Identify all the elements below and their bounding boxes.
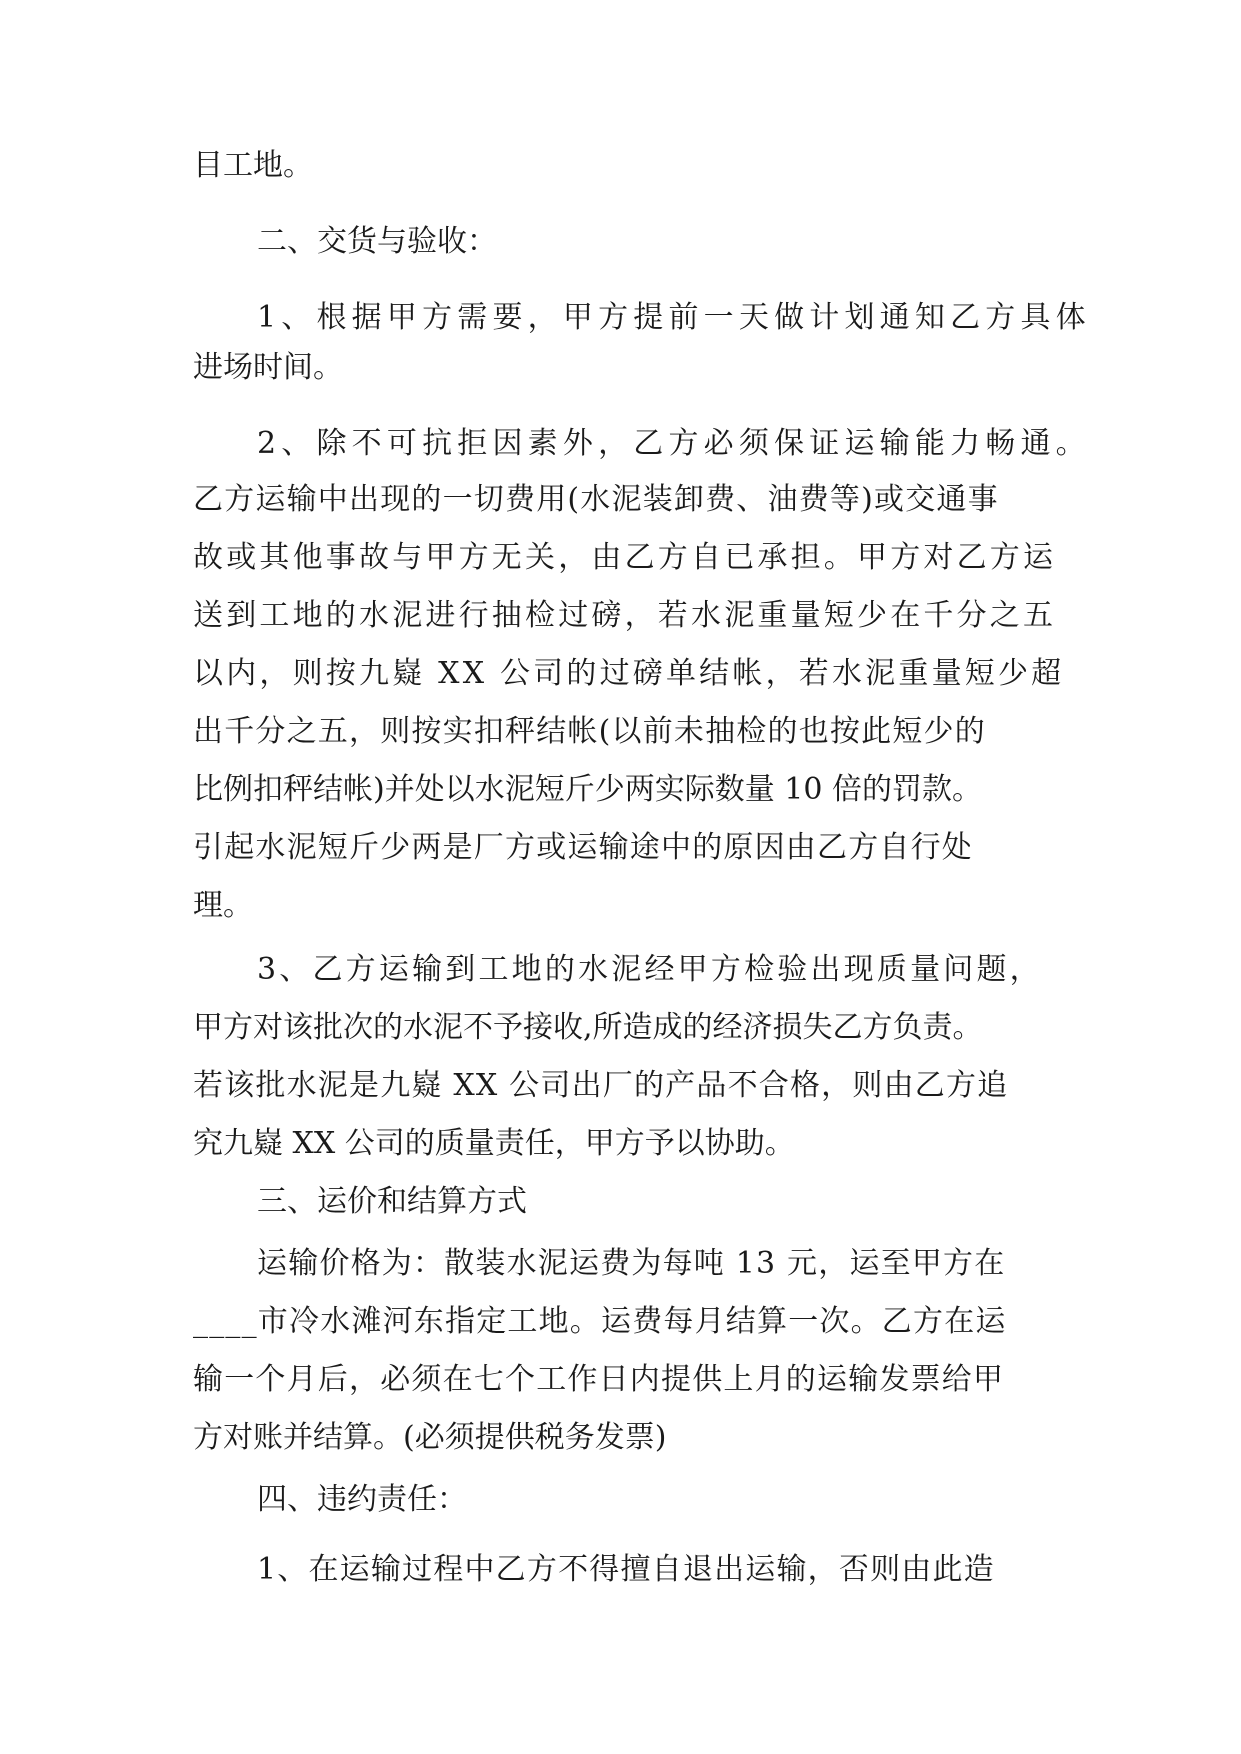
text-line: 2、除不可抗拒因素外，乙方必须保证运输能力畅通。 (257, 426, 1091, 461)
text-line: 进场时间。 (193, 350, 343, 385)
text-line: 方对账并结算。(必须提供税务发票) (193, 1420, 667, 1455)
text-line: 究九嶷 XX 公司的质量责任，甲方予以协助。 (193, 1126, 795, 1161)
text-line: ____市冷水滩河东指定工地。运费每月结算一次。乙方在运 (193, 1304, 1007, 1339)
section-heading: 三、运价和结算方式 (257, 1184, 527, 1219)
text-line: 故或其他事故与甲方无关，由乙方自已承担。甲方对乙方运 (193, 540, 1057, 575)
section-heading: 四、违约责任： (257, 1482, 467, 1517)
text-line: 乙方运输中出现的一切费用(水泥装卸费、油费等)或交通事 (193, 482, 999, 517)
text-line: 3、乙方运输到工地的水泥经甲方检验出现质量问题， (257, 952, 1043, 987)
text-line: 运输价格为：散装水泥运费为每吨 13 元，运至甲方在 (257, 1246, 1006, 1281)
text-line: 1、在运输过程中乙方不得擅自退出运输，否则由此造 (257, 1552, 995, 1587)
text-line: 以内，则按九嶷 XX 公司的过磅单结帐，若水泥重量短少超 (193, 656, 1065, 691)
text-line: 1、根据甲方需要，甲方提前一天做计划通知乙方具体 (257, 300, 1091, 335)
section-heading: 二、交货与验收： (257, 224, 497, 259)
text-line: 目工地。 (193, 148, 313, 183)
text-line: 出千分之五，则按实扣秤结帐(以前未抽检的也按此短少的 (193, 714, 986, 749)
text-line: 若该批水泥是九嶷 XX 公司出厂的产品不合格，则由乙方追 (193, 1068, 1009, 1103)
text-line: 理。 (193, 888, 253, 923)
text-line: 甲方对该批次的水泥不予接收,所造成的经济损失乙方负责。 (193, 1010, 983, 1045)
text-line: 比例扣秤结帐)并处以水泥短斤少两实际数量 10 倍的罚款。 (193, 772, 982, 807)
text-line: 输一个月后，必须在七个工作日内提供上月的运输发票给甲 (193, 1362, 1005, 1397)
text-line: 送到工地的水泥进行抽检过磅，若水泥重量短少在千分之五 (193, 598, 1057, 633)
text-line: 引起水泥短斤少两是厂方或运输途中的原因由乙方自行处 (193, 830, 973, 865)
